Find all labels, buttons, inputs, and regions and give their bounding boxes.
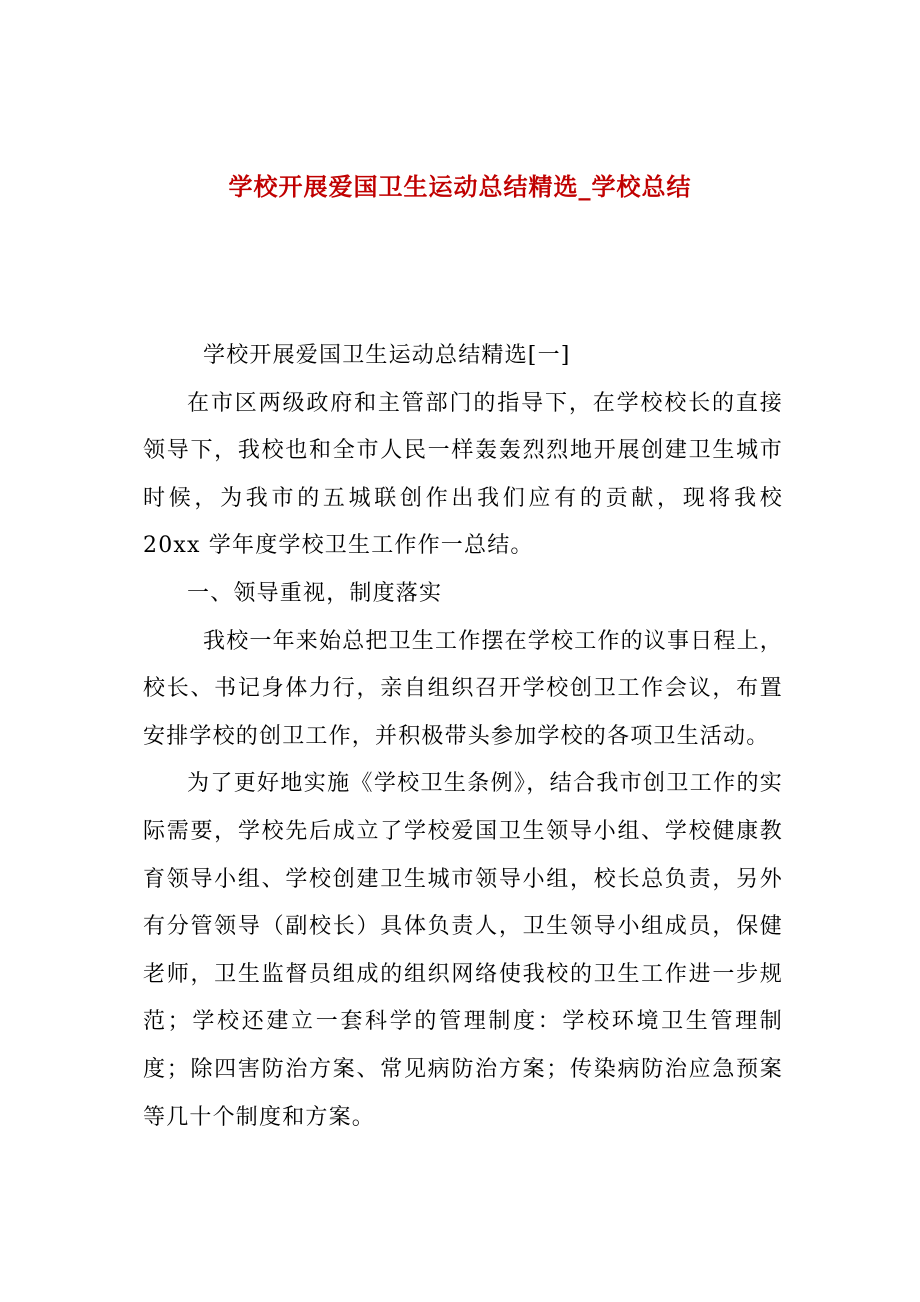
paragraph-intro: 在市区两级政府和主管部门的指导下，在学校校长的直接领导下，我校也和全市人民一样轰轰烈烈地开展创建卫生城市时候，为我市的五城联创作出我们应有的贡献，现将我校 20xx 学年度学校卫生工作作一总结。	[143, 390, 783, 559]
section-heading-1: 一、领导重视，制度落实	[187, 580, 443, 606]
document-title: 学校开展爱国卫生运动总结精选_学校总结	[228, 172, 692, 201]
section-subtitle: 学校开展爱国卫生运动总结精选[一]	[203, 343, 571, 368]
paragraph-leadership: 我校一年来始总把卫生工作摆在学校工作的议事日程上，校长、书记身体力行，亲自组织召开学校创卫工作会议，布置安排学校的创卫工作，并积极带头参加学校的各项卫生活动。	[143, 628, 784, 749]
paragraph-organization: 为了更好地实施《学校卫生条例》，结合我市创卫工作的实际需要，学校先后成立了学校爱国卫生领导小组、学校健康教育领导小组、学校创建卫生城市领导小组，校长总负责，另外有分管领导（副校长）具体负责人，卫生领导小组成员，保健老师，卫生监督员组成的组织网络使我校的卫生工作进一步规范；学校还建立一套科学的管理制度：学校环境卫生管理制度；除四害防治方案、常见病防治方案；传染病防治应急预案等几十个制度和方案。	[143, 771, 783, 1130]
document-body	[143, 332, 783, 1141]
